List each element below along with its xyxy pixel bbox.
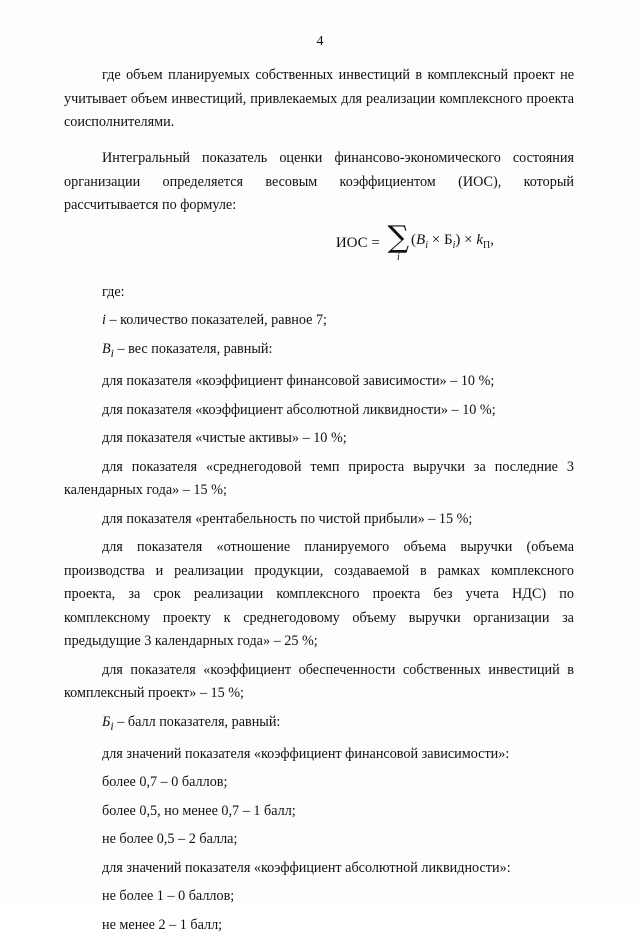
score-item: для значений показателя «коэффициент абсолютной ликвидности»: bbox=[102, 859, 511, 876]
where-label: где: bbox=[102, 283, 125, 300]
score-item: не менее 2 – 1 балл; bbox=[102, 916, 223, 933]
score-item: для значений показателя «коэффициент финансовой зависимости»: bbox=[102, 745, 510, 762]
weight-item: для показателя «отношение планируемого объема выручки (объема производства и реализации продукции, создаваемой в рамках комплексного проекта, за срок реализации комплексного проекта без учета НДС) по комплексному проекту к среднегодовому объему выручки организации за предыдущие 3 календарных года» – 25 %; bbox=[64, 539, 574, 650]
page-number: 4 bbox=[316, 34, 324, 49]
formula-expression: $(B_i \times Б_i) \times k_П$, bbox=[411, 231, 494, 251]
definition-i: i – количество показателей, равное 7; bbox=[102, 312, 328, 329]
weight-item: для показателя «коэффициент обеспеченности собственных инвестиций в комплексный проект» – 15 %; bbox=[64, 661, 574, 702]
definition-bal: $Б_i$ – балл показателя, равный: bbox=[102, 713, 281, 733]
ios-formula bbox=[64, 219, 574, 263]
definition-b: $B_i$ – вес показателя, равный: bbox=[102, 340, 273, 360]
weight-item: для показателя «рентабельность по чистой прибыли» – 15 %; bbox=[102, 510, 473, 527]
summation bbox=[387, 219, 410, 263]
weight-item: для показателя «коэффициент абсолютной ликвидности» – 10 %; bbox=[102, 401, 496, 418]
formula-lhs: ИОС = bbox=[335, 234, 380, 251]
paragraph: где объем планируемых собственных инвестиций в комплексный проект не учитывает объем инвестиций, привлекаемых для реализации комплексного проекта соисполнителями. bbox=[64, 67, 574, 130]
weight-item: для показателя «среднегодовой темп прироста выручки за последние 3 календарных года» – 15 %; bbox=[64, 458, 574, 499]
weight-item: для показателя «коэффициент финансовой зависимости» – 10 %; bbox=[102, 373, 495, 390]
summation-index: i bbox=[396, 251, 400, 263]
summation-symbol: ∑ bbox=[387, 219, 410, 255]
paragraph: Интегральный показатель оценки финансово-экономического состояния организации определяется весовым коэффициентом (ИОС), который рассчитывается по формуле: bbox=[64, 150, 574, 214]
score-item: более 0,5, но менее 0,7 – 1 балл; bbox=[102, 802, 296, 819]
score-item: не более 1 – 0 баллов; bbox=[102, 888, 235, 905]
score-item: более 0,7 – 0 баллов; bbox=[102, 774, 228, 791]
weight-item: для показателя «чистые активы» – 10 %; bbox=[102, 430, 347, 447]
document-body bbox=[64, 64, 574, 942]
score-item: не более 0,5 – 2 балла; bbox=[102, 831, 238, 848]
